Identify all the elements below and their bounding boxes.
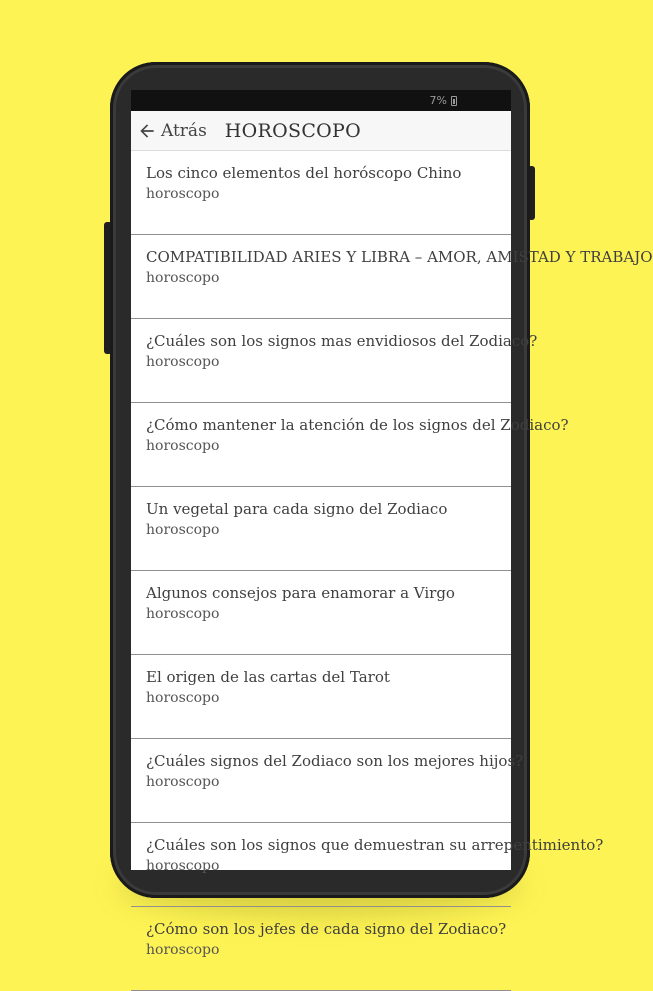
item-category: horoscopo xyxy=(146,354,220,370)
list-item[interactable] xyxy=(131,151,511,235)
article-list xyxy=(131,151,653,991)
list-item[interactable] xyxy=(131,907,511,991)
item-title: ¿Cuáles signos del Zodiaco son los mejores hijos? xyxy=(146,752,524,770)
phone-screen xyxy=(131,90,653,958)
item-title: ¿Cómo mantener la atención de los signos del Zodiaco? xyxy=(146,416,569,434)
list-item[interactable] xyxy=(131,571,511,655)
arrow-left-icon xyxy=(137,121,157,141)
list-item[interactable] xyxy=(131,487,511,571)
app-bar xyxy=(131,111,511,151)
item-category: horoscopo xyxy=(146,774,220,790)
back-button[interactable] xyxy=(137,121,207,141)
item-category: horoscopo xyxy=(146,186,220,202)
item-category: horoscopo xyxy=(146,690,220,706)
list-item[interactable] xyxy=(131,235,653,319)
item-category: horoscopo xyxy=(146,858,220,874)
item-category: horoscopo xyxy=(146,270,220,286)
list-item[interactable] xyxy=(131,655,511,739)
item-title: ¿Cómo son los jefes de cada signo del Zodiaco? xyxy=(146,920,507,938)
item-category: horoscopo xyxy=(146,942,220,958)
item-title: Algunos consejos para enamorar a Virgo xyxy=(146,584,455,602)
item-title: ¿Cuáles son los signos mas envidiosos del Zodiaco? xyxy=(146,332,538,350)
list-item[interactable] xyxy=(131,739,524,823)
status-bar xyxy=(131,90,511,111)
battery-icon xyxy=(451,96,457,106)
list-item[interactable] xyxy=(131,823,604,907)
item-category: horoscopo xyxy=(146,522,220,538)
list-item[interactable] xyxy=(131,403,569,487)
item-category: horoscopo xyxy=(146,606,220,622)
item-title: COMPATIBILIDAD ARIES Y LIBRA – AMOR, AMISTAD Y TRABAJO xyxy=(146,248,653,266)
item-title: Un vegetal para cada signo del Zodiaco xyxy=(146,500,448,518)
battery-text: 7% xyxy=(429,94,447,107)
item-title: ¿Cuáles son los signos que demuestran su arrepentimiento? xyxy=(146,836,604,854)
item-title: El origen de las cartas del Tarot xyxy=(146,668,390,686)
item-title: Los cinco elementos del horóscopo Chino xyxy=(146,164,462,182)
back-label: Atrás xyxy=(161,120,207,141)
page-title: HOROSCOPO xyxy=(224,119,362,142)
list-item[interactable] xyxy=(131,319,538,403)
item-category: horoscopo xyxy=(146,438,220,454)
